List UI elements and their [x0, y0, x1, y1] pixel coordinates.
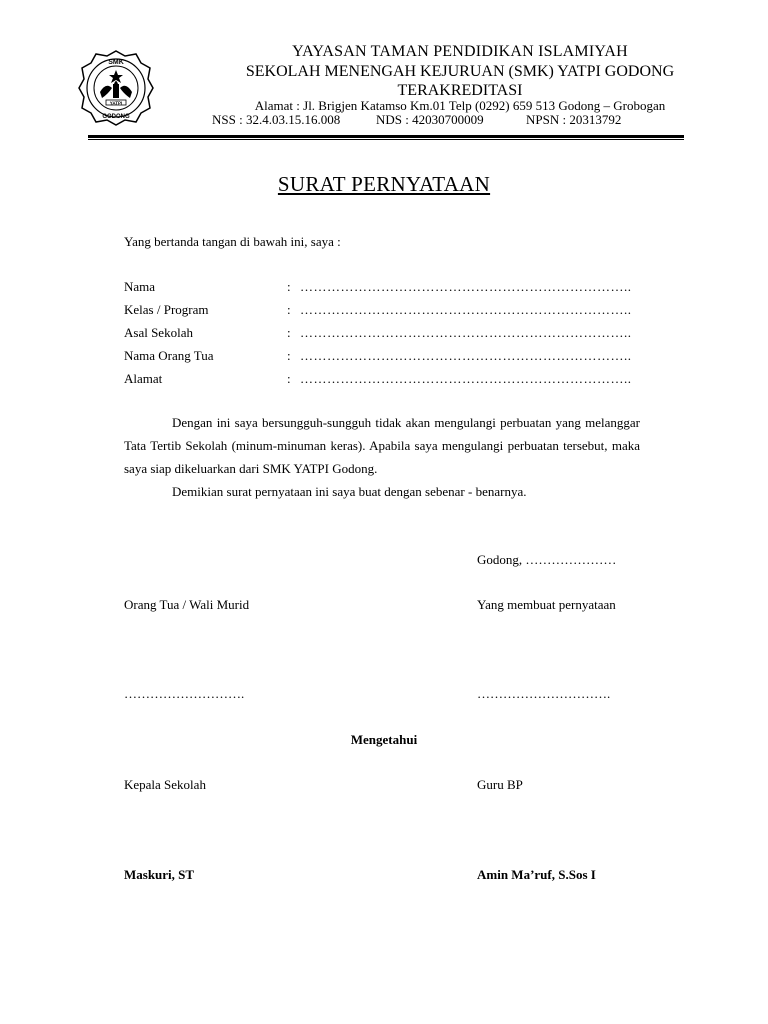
field-blank-nama: ………………………………………………………………..	[300, 279, 632, 294]
logo-bottom-text: GODONG	[102, 114, 130, 120]
counselor-name: Amin Ma’ruf, S.Sos I	[477, 867, 596, 882]
principal-label: Kepala Sekolah	[124, 777, 206, 792]
maker-signature-label: Yang membuat pernyataan	[477, 597, 616, 612]
field-colon: :	[287, 371, 291, 386]
principal-name: Maskuri, ST	[124, 867, 195, 882]
field-colon: :	[287, 325, 291, 340]
acknowledged-heading: Mengetahui	[350, 732, 418, 747]
field-label-nama-orang-tua: Nama Orang Tua	[124, 348, 214, 363]
statement-body	[124, 411, 640, 503]
counselor-label: Guru BP	[477, 777, 523, 792]
school-logo	[76, 48, 156, 128]
parent-signature-blank: ……………………….	[124, 686, 245, 701]
intro-text: Yang bertanda tangan di bawah ini, saya :	[124, 234, 341, 249]
field-blank-kelas: ………………………………………………………………..	[300, 302, 632, 317]
npsn-number: NPSN : 20313792	[526, 112, 622, 127]
school-address: Alamat : Jl. Brigjen Katamso Km.01 Telp (0292) 659 513 Godong – Grobogan	[254, 98, 666, 113]
logo-top-text: SMK	[108, 59, 124, 66]
nds-number: NDS : 42030700009	[376, 112, 484, 127]
foundation-name: YAYASAN TAMAN PENDIDIKAN ISLAMIYAH	[292, 43, 628, 60]
field-colon: :	[287, 279, 291, 294]
nss-number: NSS : 32.4.03.15.16.008	[212, 112, 341, 127]
field-colon: :	[287, 302, 291, 317]
logo-banner-text: YATPI	[109, 100, 123, 106]
field-blank-nama-orang-tua: ………………………………………………………………..	[300, 348, 632, 363]
field-blank-alamat: ………………………………………………………………..	[300, 371, 632, 386]
statement-paragraph: Dengan ini saya bersungguh-sungguh tidak akan mengulangi perbuatan yang melanggar Tata Tertib Sekolah (minum-minuman keras). Apabila saya mengulangi perbuatan tersebut, maka saya siap dikeluarkan dari SMK YATPI Godong.	[124, 415, 640, 476]
parent-signature-label: Orang Tua / Wali Murid	[124, 597, 250, 612]
school-name: SEKOLAH MENENGAH KEJURUAN (SMK) YATPI GODONG	[245, 63, 675, 80]
closing-paragraph: Demikian surat pernyataan ini saya buat dengan sebenar - benarnya.	[172, 484, 527, 499]
document-title: SURAT PERNYATAAN	[277, 172, 491, 196]
field-blank-asal-sekolah: ………………………………………………………………..	[300, 325, 632, 340]
field-colon: :	[287, 348, 291, 363]
place-date: Godong, …………………	[477, 552, 617, 567]
accreditation-status: TERAKREDITASI	[397, 82, 523, 99]
maker-signature-blank: ………………………….	[477, 686, 611, 701]
field-label-nama: Nama	[124, 279, 156, 294]
field-label-kelas: Kelas / Program	[124, 302, 209, 317]
field-label-alamat: Alamat	[124, 371, 163, 386]
torch-icon	[113, 84, 119, 98]
field-label-asal-sekolah: Asal Sekolah	[124, 325, 193, 340]
letterhead-divider	[88, 135, 684, 140]
school-identifiers	[212, 112, 652, 128]
